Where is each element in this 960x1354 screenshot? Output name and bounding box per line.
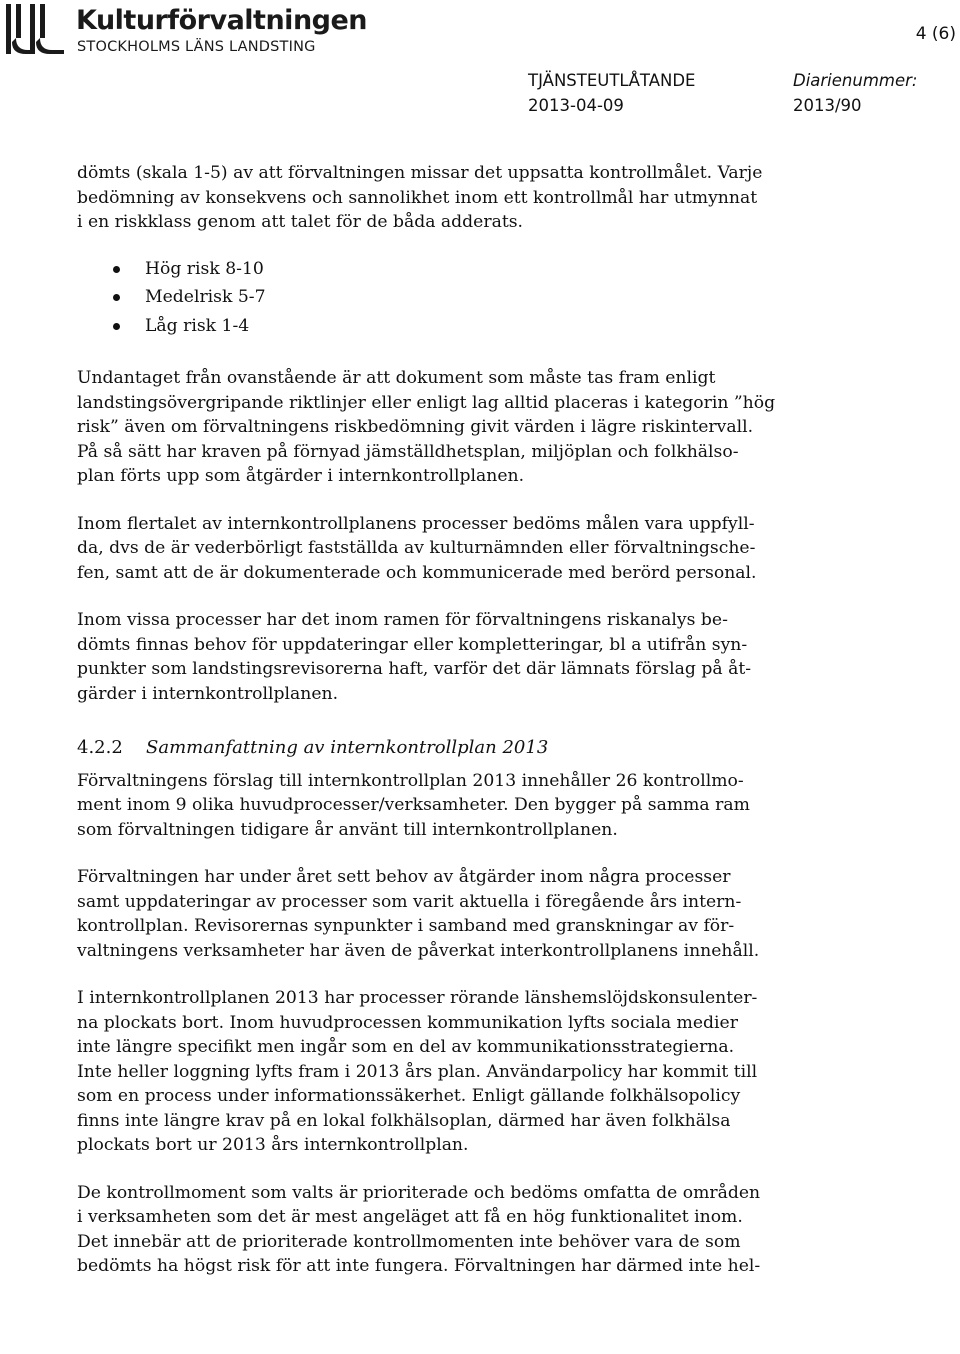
- list-item-label: Medelrisk 5-7: [145, 287, 266, 307]
- text-line: kontrollplan. Revisorernas synpunkter i samband med granskningar av för-: [77, 916, 735, 936]
- text-line: valtningens verksamheter har även de påverkat interkontrollplanens innehåll.: [77, 940, 760, 961]
- list-item-label: Hög risk 8-10: [145, 258, 264, 279]
- document-body: [77, 161, 837, 1279]
- text-line: fen, samt att de är dokumenterade och kommunicerade med berörd personal.: [77, 562, 757, 583]
- text-line: dömts finnas behov för uppdateringar eller kompletteringar, bl a utifrån syn-: [77, 634, 748, 655]
- sll-logo-icon: [4, 4, 66, 54]
- intro-paragraph: [77, 161, 837, 235]
- paragraph: [77, 512, 837, 586]
- text-line: finns inte längre krav på en lokal folkhälsoplan, därmed har även folkhälsa: [77, 1110, 731, 1131]
- risk-level-list: [77, 255, 837, 341]
- text-line: ment inom 9 olika huvudprocesser/verksamheter. Den bygger på samma ram: [77, 795, 750, 815]
- text-line: bedömning av konsekvens och sannolikhet inom ett kontrollmål har utmynnat: [77, 187, 758, 208]
- section-title: Sammanfattning av internkontrollplan 2013: [146, 737, 549, 758]
- text-line: bedömts ha högst risk för att inte fungera. Förvaltningen har därmed inte hel-: [77, 1256, 761, 1276]
- text-line: Undantaget från ovanstående är att dokument som måste tas fram enligt: [77, 368, 716, 388]
- diarienummer-label: Diarienummer:: [793, 71, 918, 90]
- list-item: [77, 283, 837, 312]
- text-line: landstingsövergripande riktlinjer eller enligt lag alltid placeras i kategorin ”hög: [77, 392, 776, 413]
- document-date: 2013-04-09: [528, 96, 624, 115]
- text-line: Förvaltningens förslag till internkontrollplan 2013 innehåller 26 kontrollmo-: [77, 770, 744, 791]
- list-item-label: Låg risk 1-4: [145, 315, 250, 336]
- paragraph: [77, 986, 837, 1158]
- page-number: 4 (6): [915, 24, 956, 44]
- paragraph: [77, 608, 837, 706]
- list-item: [77, 255, 837, 284]
- text-line: gärder i internkontrollplanen.: [77, 683, 339, 704]
- text-line: risk” även om förvaltningens riskbedömning givit värden i lägre riskintervall.: [77, 417, 754, 437]
- organization-subtitle: STOCKHOLMS LÄNS LANDSTING: [77, 39, 316, 55]
- text-line: Inte heller loggning lyfts fram i 2013 års plan. Användarpolicy har kommit till: [77, 1061, 758, 1082]
- text-line: samt uppdateringar av processer som varit aktuella i föregående års intern-: [77, 891, 742, 912]
- bullet-icon: [113, 294, 120, 301]
- text-line: som förvaltningen tidigare år använt till internkontrollplanen.: [77, 819, 618, 840]
- text-line: Förvaltningen har under året sett behov av åtgärder inom några processer: [77, 867, 731, 887]
- list-item: [77, 312, 837, 341]
- paragraph: [77, 366, 837, 489]
- section-number: 4.2.2: [77, 737, 123, 758]
- organization-name: Kulturförvaltningen: [76, 5, 368, 36]
- text-line: dömts (skala 1-5) av att förvaltningen missar det uppsatta kontrollmålet. Varje: [77, 163, 763, 183]
- section-heading: [77, 736, 837, 761]
- text-line: Inom vissa processer har det inom ramen för förvaltningens riskanalys be-: [77, 610, 728, 630]
- text-line: plan förts upp som åtgärder i internkontrollplanen.: [77, 466, 525, 486]
- text-line: inte längre specifikt men ingår som en del av kommunikationsstrategierna.: [77, 1037, 735, 1057]
- text-line: punkter som landstingsrevisorerna haft, varför det där lämnats förslag på åt-: [77, 659, 752, 679]
- paragraph: [77, 769, 837, 843]
- text-line: Det innebär att de prioriterade kontrollmomenten inte behöver vara de som: [77, 1231, 741, 1252]
- bullet-icon: [113, 323, 120, 330]
- text-line: plockats bort ur 2013 års internkontrollplan.: [77, 1135, 469, 1155]
- paragraph: [77, 1181, 837, 1279]
- text-line: na plockats bort. Inom huvudprocessen kommunikation lyfts sociala medier: [77, 1012, 738, 1033]
- text-line: De kontrollmoment som valts är prioriterade och bedöms omfatta de områden: [77, 1182, 761, 1203]
- diarienummer-value: 2013/90: [793, 96, 862, 115]
- text-line: I internkontrollplanen 2013 har processer rörande länshemslöjdskonsulenter-: [77, 988, 758, 1008]
- text-line: Inom flertalet av internkontrollplanens processer bedöms målen vara uppfyll-: [77, 513, 755, 534]
- bullet-icon: [113, 266, 120, 273]
- paragraph: [77, 865, 837, 963]
- text-line: i verksamheten som det är mest angeläget att få en hög funktionalitet inom.: [77, 1207, 743, 1227]
- document-type: TJÄNSTEUTLÅTANDE: [528, 71, 696, 90]
- text-line: i en riskklass genom att talet för de båda adderats.: [77, 212, 524, 232]
- text-line: På så sätt har kraven på förnyad jämställdhetsplan, miljöplan och folkhälso-: [77, 441, 739, 462]
- text-line: som en process under informationssäkerhet. Enligt gällande folkhälsopolicy: [77, 1086, 741, 1106]
- text-line: da, dvs de är vederbörligt fastställda av kulturnämnden eller förvaltningsche-: [77, 538, 756, 558]
